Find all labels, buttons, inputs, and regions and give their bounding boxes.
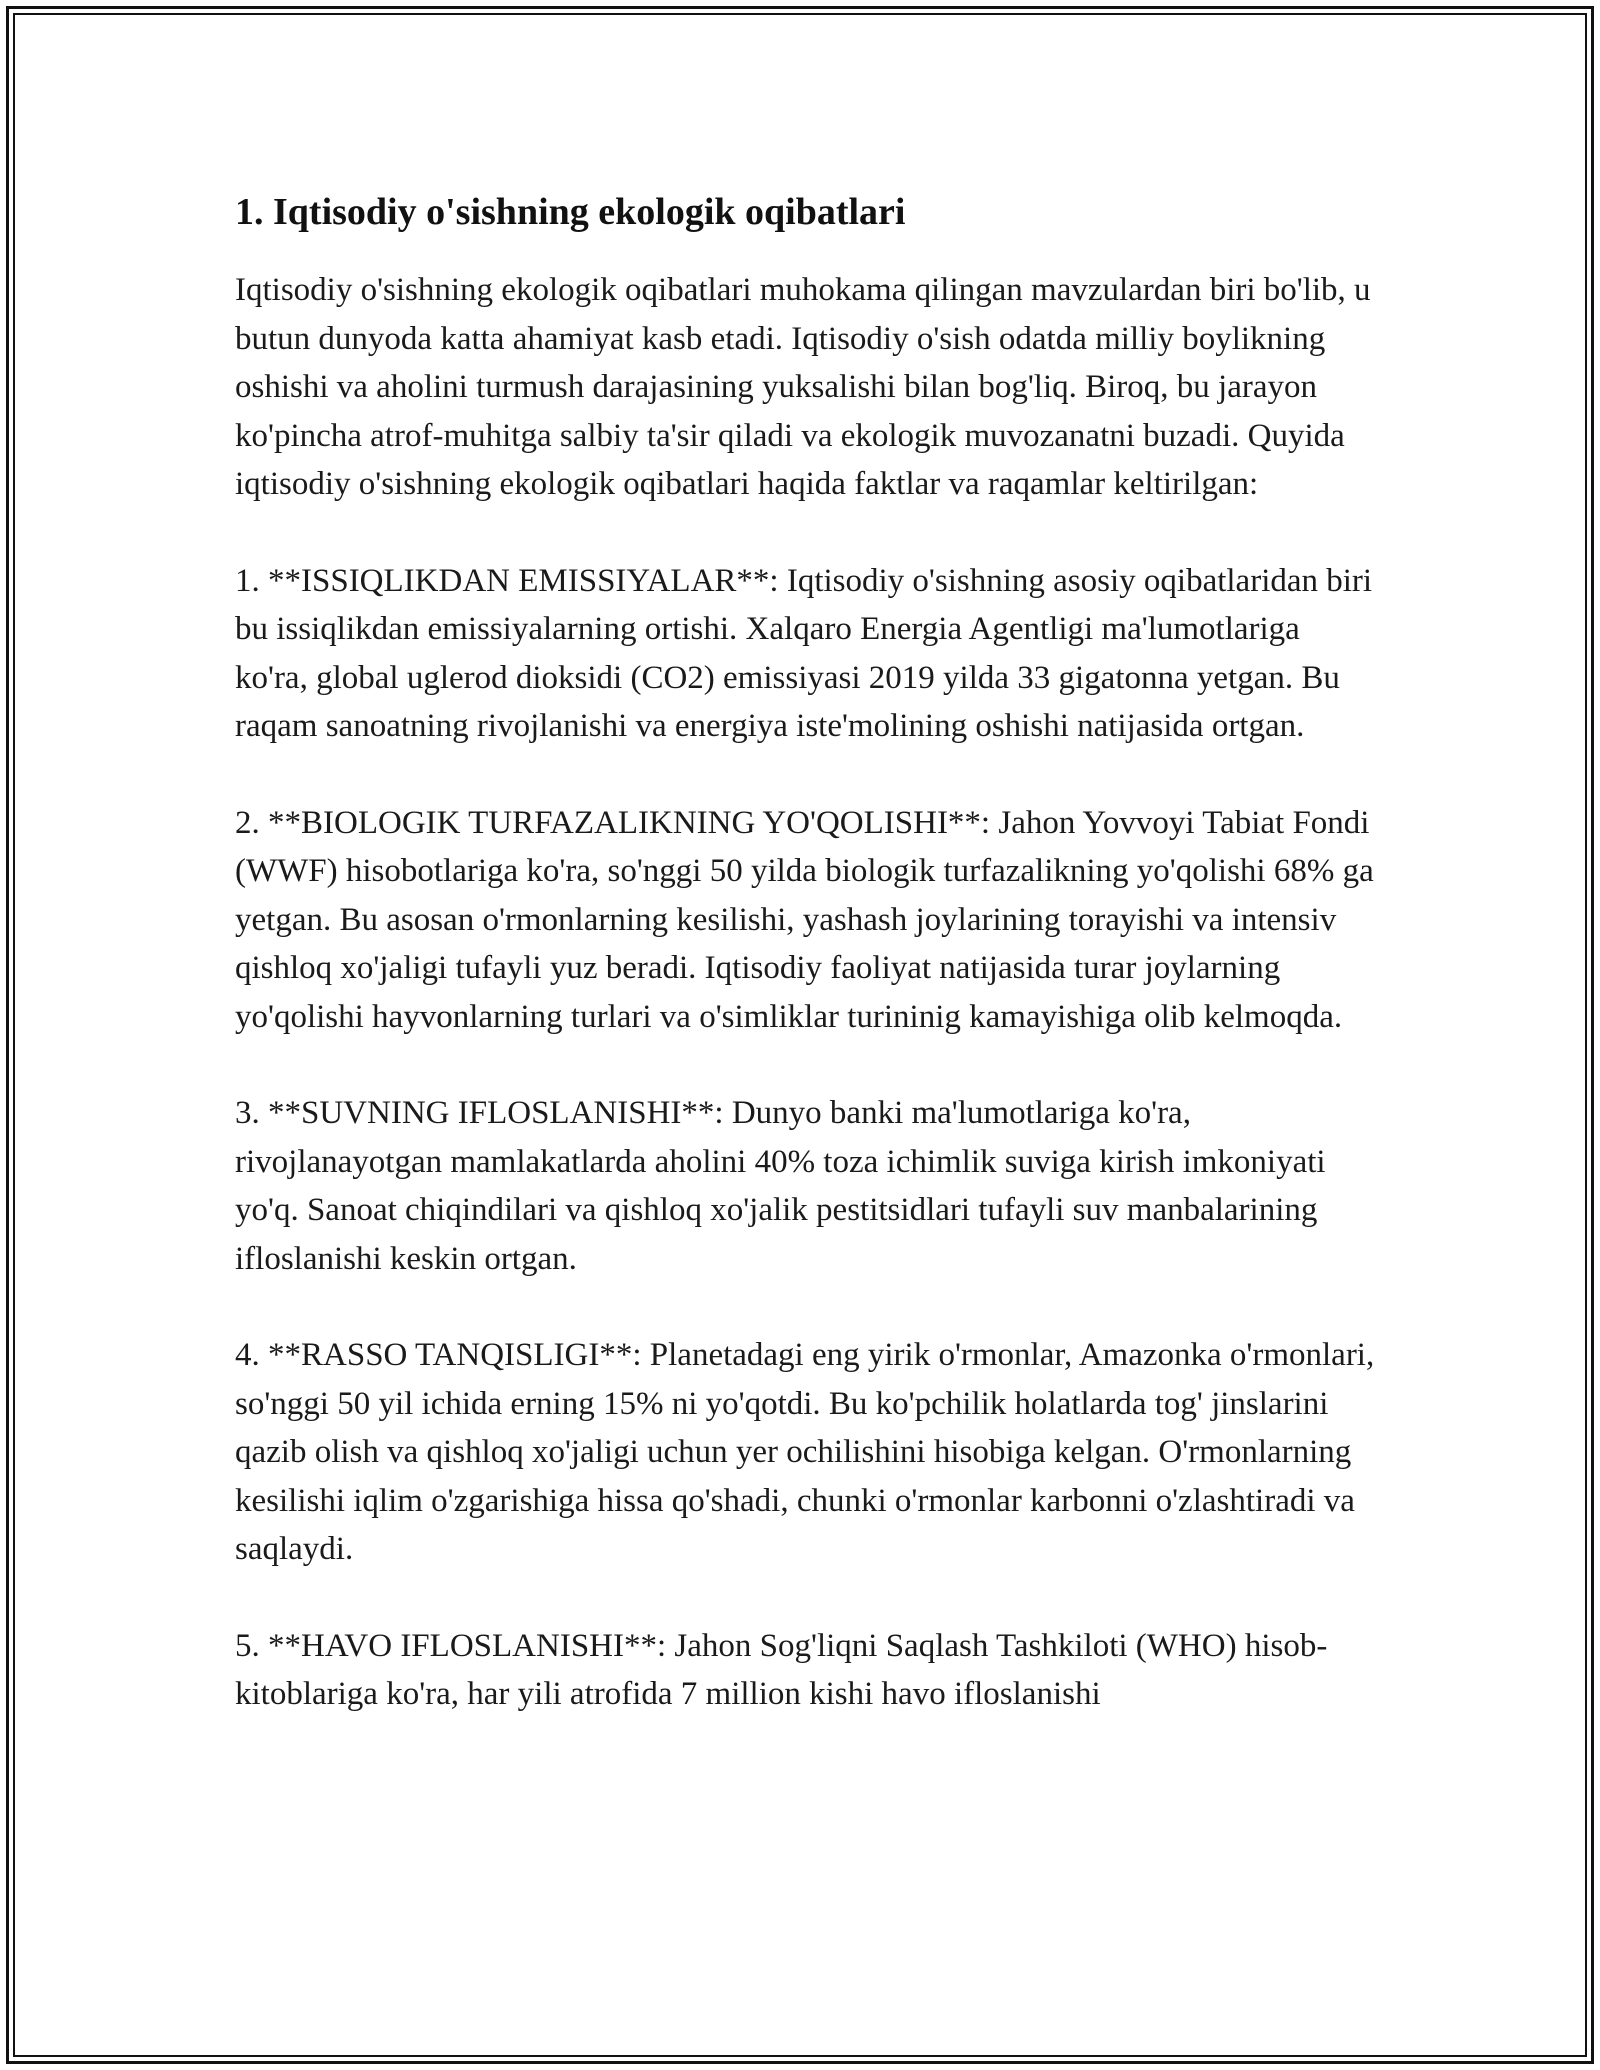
paragraph-water-pollution: 3. **SUVNING IFLOSLANISHI**: Dunyo banki ma'lumotlariga ko'ra, rivojlanayotgan mamlakatlarda aholini 40% toza ichimlik suviga kirish imkoniyati yo'q. Sanoat chiqindilari va qishloq xo'jalik pestitsidlari tufayli suv manbalarining ifloslanishi keskin ortgan. xyxy=(235,1095,1326,1277)
paragraph-biodiversity: 2. **BIOLOGIK TURFAZALIKNING YO'QOLISHI**: Jahon Yovvoyi Tabiat Fondi (WWF) hisobotlariga ko'ra, so'nggi 50 yilda biologik turfazalikning yo'qolishi 68% ga yetgan. Bu asosan o'rmonlarning kesilishi, yashash joylarining torayishi va intensiv qishloq xo'jaligi tufayli yuz beradi. Iqtisodiy faoliyat natijasida turar joylarning yo'qolishi hayvonlarning turlari va o'simliklar turininig kamayishiga olib kelmoqda. xyxy=(235,804,1374,1035)
section-heading: 1. Iqtisodiy o'sishning ekologik oqibatlari xyxy=(235,191,906,233)
document-page xyxy=(235,186,1375,1719)
paragraph-air-pollution: 5. **HAVO IFLOSLANISHI**: Jahon Sog'liqni Saqlash Tashkiloti (WHO) hisob-kitoblariga ko'ra, har yili atrofida 7 million kishi havo ifloslanishi xyxy=(235,1627,1328,1712)
paragraph-forest-loss: 4. **RASSO TANQISLIGI**: Planetadagi eng yirik o'rmonlar, Amazonka o'rmonlari, so'nggi 50 yil ichida erning 15% ni yo'qotdi. Bu ko'pchilik holatlarda tog' jinslarini qazib olish va qishloq xo'jaligi uchun yer ochilishini hisobiga kelgan. O'rmonlarning kesilishi iqlim o'zgarishiga hissa qo'shadi, chunki o'rmonlar karbonni o'zlashtiradi va saqlaydi. xyxy=(235,1337,1375,1567)
paragraph-emissions: 1. **ISSIQLIKDAN EMISSIYALAR**: Iqtisodiy o'sishning asosiy oqibatlaridan biri bu issiqlikdan emissiyalarning ortishi. Xalqaro Energia Agentligi ma'lumotlariga ko'ra, global uglerod dioksidi (CO2) emissiyasi 2019 yilda 33 gigatonna yetgan. Bu raqam sanoatning rivojlanishi va energiya iste'molining oshishi natijasida ortgan. xyxy=(235,562,1373,744)
intro-paragraph: Iqtisodiy o'sishning ekologik oqibatlari muhokama qilingan mavzulardan biri bo'lib, u butun dunyoda katta ahamiyat kasb etadi. Iqtisodiy o'sish odatda milliy boylikning oshishi va aholini turmush darajasining yuksalishi bilan bog'liq. Biroq, bu jarayon ko'pincha atrof-muhitga salbiy ta'sir qiladi va ekologik muvozanatni buzadi. Quyida iqtisodiy o'sishning ekologik oqibatlari haqida faktlar va raqamlar keltirilgan: xyxy=(235,272,1371,502)
